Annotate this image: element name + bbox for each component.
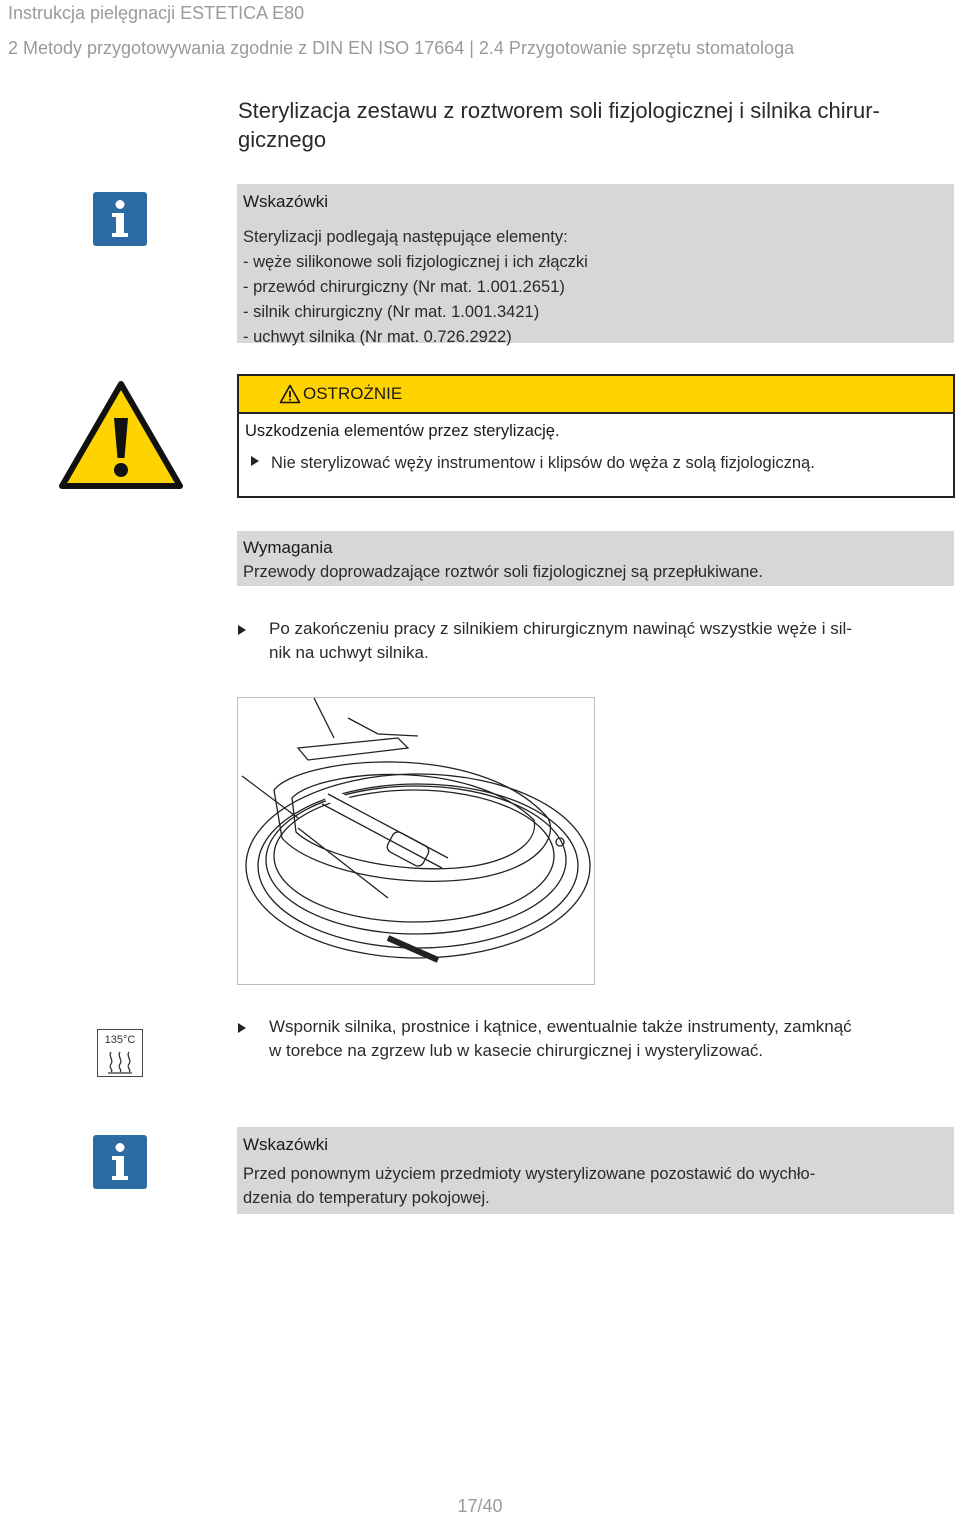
page-number: 17/40 (457, 1496, 503, 1516)
note-heading: Wskazówki (243, 1135, 329, 1154)
bullet-arrow-icon (251, 456, 259, 466)
note-line: Przed ponownym użyciem przedmioty wysterylizowane pozostawić do wychło- (243, 1165, 816, 1183)
info-icon (93, 1135, 147, 1189)
info-icon (93, 192, 147, 246)
caution-step-text: Nie sterylizować węży instrumentow i klipsów do węża z solą fizjologiczną. (271, 454, 815, 472)
caution-subtitle: Uszkodzenia elementów przez sterylizację. (245, 422, 560, 440)
step-text (269, 617, 954, 665)
requirements-box (237, 531, 954, 586)
note-line: - węże silikonowe soli fizjologicznej i ich złączki (243, 253, 588, 271)
small-warning-icon (279, 384, 301, 404)
note-text (243, 1162, 944, 1210)
document-title: Instrukcja pielęgnacji ESTETICA E80 (8, 3, 305, 23)
caution-box (237, 374, 955, 498)
caution-step (251, 454, 815, 473)
note-box (237, 1127, 954, 1214)
section-title: Sterylizacja zestawu z roztworem soli fizjologicznej i silnika chirur-gicznego (238, 98, 880, 152)
sterilization-temperature: 135°C (104, 1034, 136, 1046)
requirements-heading: Wymagania (243, 538, 333, 557)
caution-label: OSTROŻNIE (303, 384, 403, 403)
bullet-arrow-icon (238, 1023, 246, 1033)
steam-waves-icon (107, 1050, 133, 1074)
note-line: - przewód chirurgiczny (Nr mat. 1.001.2651) (243, 278, 565, 296)
note-line: - silnik chirurgiczny (Nr mat. 1.001.3421) (243, 303, 540, 321)
note-box (237, 184, 954, 346)
step-text (269, 1015, 954, 1063)
step-line: nik na uchwyt silnika. (269, 643, 429, 662)
note-heading: Wskazówki (243, 192, 329, 211)
coiled-hoses-illustration (237, 697, 595, 985)
step-line: Wspornik silnika, prostnice i kątnice, ewentualnie także instrumenty, zamknąć (269, 1017, 852, 1036)
caution-header (239, 376, 953, 414)
requirements-text: Przewody doprowadzające roztwór soli fizjologicznej są przepłukiwane. (243, 563, 763, 581)
step-line: w torebce na zgrzew lub w kasecie chirurgicznej i wysterylizować. (269, 1041, 764, 1060)
bullet-arrow-icon (238, 625, 246, 635)
note-line: dzenia do temperatury pokojowej. (243, 1189, 490, 1207)
warning-triangle-icon (58, 380, 184, 490)
note-line: - uchwyt silnika (Nr mat. 0.726.2922) (243, 328, 512, 346)
note-text (243, 225, 944, 350)
note-line: Sterylizacji podlegają następujące elementy: (243, 228, 568, 246)
sterilization-135c-icon (97, 1029, 143, 1077)
breadcrumb: 2 Metody przygotowywania zgodnie z DIN EN ISO 17664 | 2.4 Przygotowanie sprzętu stomatologa (8, 38, 795, 58)
step-line: Po zakończeniu pracy z silnikiem chirurgicznym nawinąć wszystkie węże i sil- (269, 619, 852, 638)
